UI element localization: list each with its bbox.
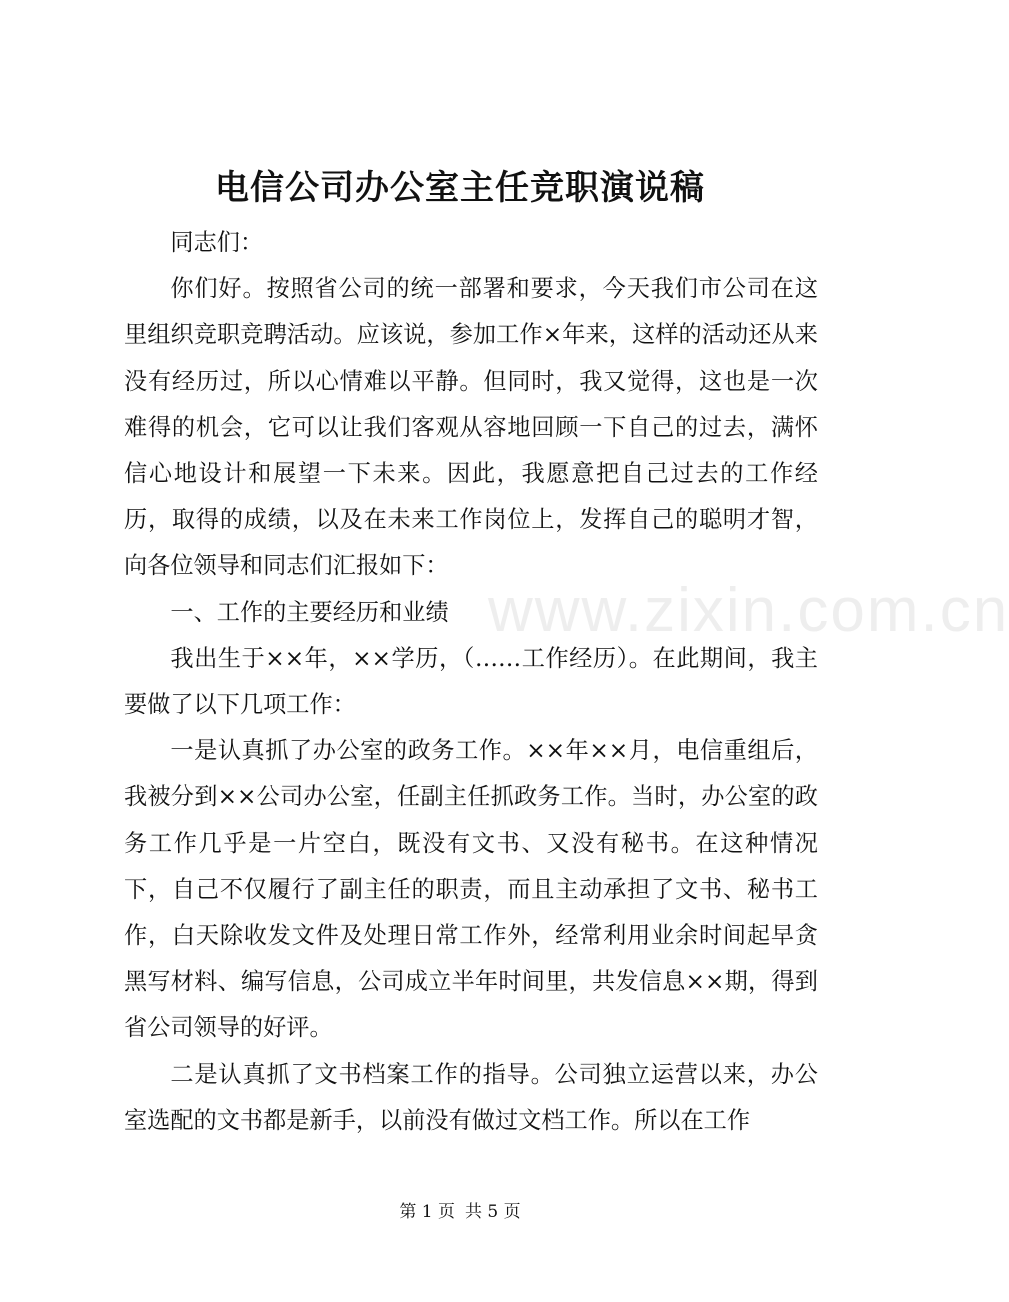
paragraph-work-item-2: 二是认真抓了文书档案工作的指导。公司独立运营以来，办公室选配的文书都是新手，以前没有做过文档工作。所以在工作 <box>124 1060 818 1134</box>
page-total: 共 5 页 <box>465 1202 521 1222</box>
paragraph-background: 我出生于××年，××学历，（……工作经历）。在此期间，我主要做了以下几项工作： <box>124 644 818 719</box>
paragraph-intro: 你们好。按照省公司的统一部署和要求，今天我们市公司在这里组织竞职竞聘活动。应该说，参加工作×年来，这样的活动还从来没有经历过，所以心情难以平静。但同时，我又觉得，这也是一次难得的机会，它可以让我们客观从容地回顾一下自己的过去，满怀信心地设计和展望一下未来。因此，我愿意把自己过去的工作经历，取得的成绩，以及在未来工作岗位上，发挥自己的聪明才智，向各位领导和同志们汇报如下： <box>124 275 818 580</box>
page-footer <box>0 1198 920 1226</box>
paragraph-greeting: 同志们： <box>170 229 264 256</box>
page-number: 第 1 页 <box>399 1202 455 1222</box>
section-heading: 一、工作的主要经历和业绩 <box>170 598 449 626</box>
watermark: www.zixin.com.cn <box>488 576 1009 645</box>
document-title: 电信公司办公室主任竞职演说稿 <box>215 168 705 208</box>
paragraph-work-item-1: 一是认真抓了办公室的政务工作。××年××月，电信重组后，我被分到××公司办公室，任副主任抓政务工作。当时，办公室的政务工作几乎是一片空白，既没有文书、又没有秘书。在这种情况下，自己不仅履行了副主任的职责，而且主动承担了文书、秘书工作，白天除收发文件及处理日常工作外，经常利用业余时间起早贪黑写材料、编写信息，公司成立半年时间里，共发信息××期，得到省公司领导的好评。 <box>124 737 818 1042</box>
document-body <box>124 220 818 1144</box>
